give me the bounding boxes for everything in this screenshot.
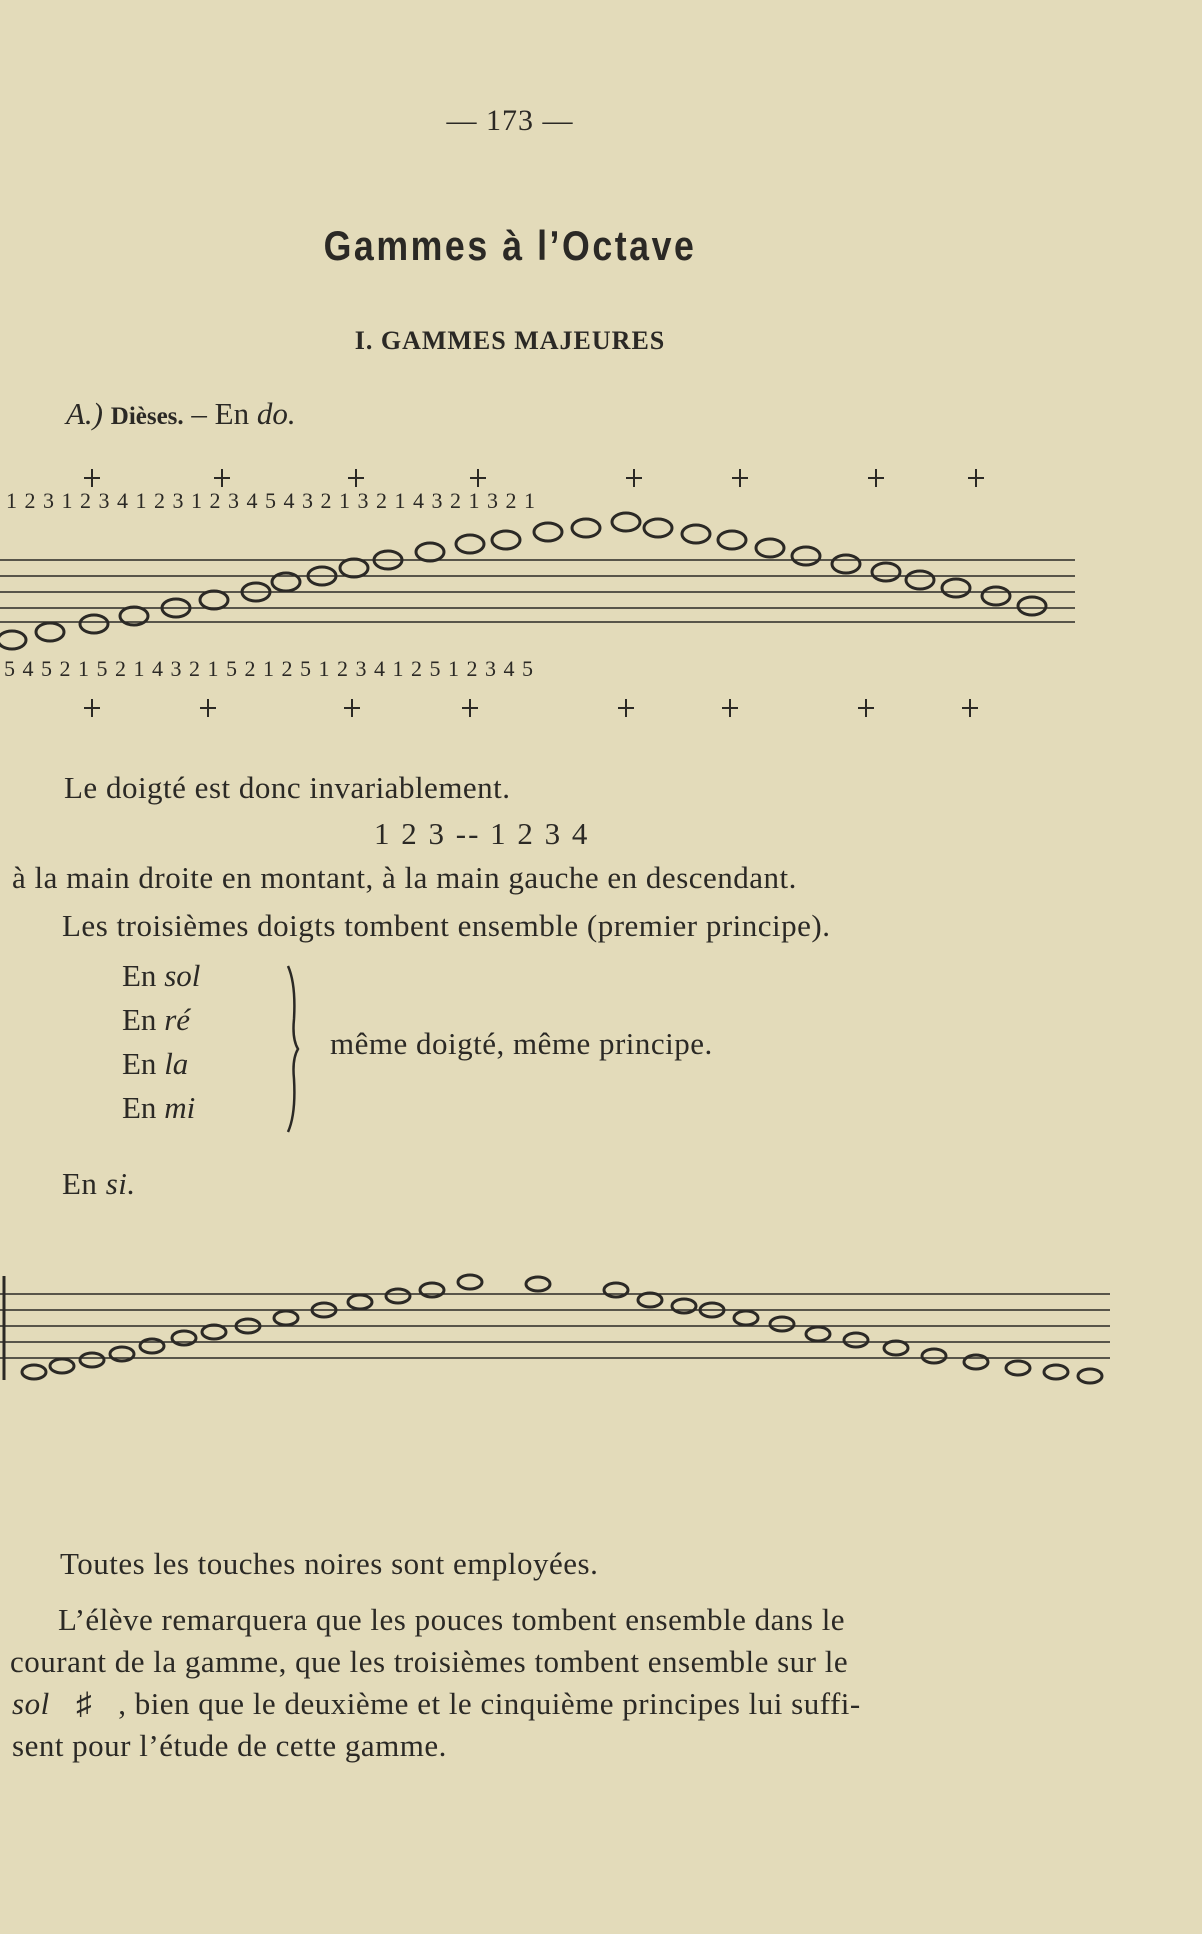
whole-note <box>872 563 900 581</box>
whole-note <box>200 591 228 609</box>
whole-note <box>906 571 934 589</box>
whole-note <box>80 615 108 633</box>
whole-note <box>36 623 64 641</box>
whole-note <box>526 1277 550 1291</box>
whole-note <box>792 547 820 565</box>
staff1-top-fingering: 1 2 3 1 2 3 4 1 2 3 1 2 3 4 5 4 3 2 1 3 2 1 4 3 2 1 3 2 1 <box>6 488 536 513</box>
whole-note <box>458 1275 482 1289</box>
key-item-la: En la <box>122 1046 189 1081</box>
subsection-en: En <box>214 396 250 431</box>
whole-note <box>274 1311 298 1325</box>
whole-note <box>386 1289 410 1303</box>
whole-note <box>140 1339 164 1353</box>
whole-note <box>172 1331 196 1345</box>
whole-note <box>832 555 860 573</box>
whole-note <box>22 1365 46 1379</box>
sharp-icon: ♯ <box>75 1686 92 1721</box>
whole-note <box>682 525 710 543</box>
whole-note <box>1006 1361 1030 1375</box>
whole-note <box>534 523 562 541</box>
whole-note <box>806 1327 830 1341</box>
whole-note <box>718 531 746 549</box>
whole-note <box>572 519 600 537</box>
whole-note <box>416 543 444 561</box>
whole-note <box>644 519 672 537</box>
staff1-bottom-fingering: 5 4 5 2 1 5 2 1 4 3 2 1 5 2 1 2 5 1 2 3 4 1 2 5 1 2 3 4 5 <box>4 656 534 681</box>
page-title: Gammes à l’Octave <box>323 222 697 269</box>
whole-note <box>340 559 368 577</box>
paragraph-main: à la main droite en montant, à la main gauche en descendant. <box>12 860 797 895</box>
whole-note <box>1018 597 1046 615</box>
paragraph-troisiemes: Les troisièmes doigts tombent ensemble (premier principe). <box>62 908 831 943</box>
whole-note <box>942 579 970 597</box>
keys-note: même doigté, même principe. <box>330 1026 713 1061</box>
note-sol: sol <box>12 1686 50 1721</box>
whole-note <box>700 1303 724 1317</box>
key-item-sol: En sol <box>122 958 201 993</box>
whole-note <box>964 1355 988 1369</box>
whole-note <box>236 1319 260 1333</box>
whole-note <box>734 1311 758 1325</box>
whole-note <box>492 531 520 549</box>
whole-note <box>884 1341 908 1355</box>
whole-note <box>1078 1369 1102 1383</box>
paragraph-doigte: Le doigté est donc invariablement. <box>64 770 511 805</box>
brace-icon <box>284 964 304 1134</box>
whole-note <box>420 1283 444 1297</box>
key-item-re: En ré <box>122 1002 191 1037</box>
whole-note <box>612 513 640 531</box>
fingering-sequence: 1 2 3 -- 1 2 3 4 <box>374 816 590 851</box>
keys-list <box>122 958 200 1134</box>
section-heading: I. GAMMES MAJEURES <box>354 326 666 355</box>
paragraph-eleve-line2: courant de la gamme, que les troisièmes tombent ensemble sur le <box>10 1644 849 1679</box>
paragraph-touches: Toutes les touches noires sont employées. <box>60 1546 599 1581</box>
whole-note <box>638 1293 662 1307</box>
whole-note <box>982 587 1010 605</box>
whole-note <box>348 1295 372 1309</box>
whole-note <box>844 1333 868 1347</box>
whole-note <box>50 1359 74 1373</box>
whole-note <box>672 1299 696 1313</box>
music-staff-c-major <box>0 0 1202 760</box>
whole-note <box>312 1303 336 1317</box>
whole-note <box>922 1349 946 1363</box>
whole-note <box>110 1347 134 1361</box>
subsection-si: En si. <box>62 1166 136 1201</box>
paragraph-eleve-line4: sent pour l’étude de cette gamme. <box>12 1728 447 1763</box>
whole-note <box>756 539 784 557</box>
whole-note <box>1044 1365 1068 1379</box>
whole-note <box>456 535 484 553</box>
whole-note <box>0 631 26 649</box>
whole-note <box>770 1317 794 1331</box>
page-number: — 173 — <box>446 104 574 137</box>
paragraph-eleve-line1: L’élève remarquera que les pouces tombent ensemble dans le <box>58 1602 846 1637</box>
paragraph-eleve-line3: sol ♯ , bien que le deuxième et le cinquième principes lui suffi- <box>12 1686 861 1721</box>
whole-note <box>202 1325 226 1339</box>
whole-note <box>604 1283 628 1297</box>
subsection-dieses: Dièses. <box>110 403 184 430</box>
whole-note <box>80 1353 104 1367</box>
key-item-mi: En mi <box>122 1090 196 1125</box>
subsection-note: do. <box>256 396 296 431</box>
subsection-label: A.) <box>66 396 104 431</box>
subsection-dash: – <box>191 396 207 431</box>
